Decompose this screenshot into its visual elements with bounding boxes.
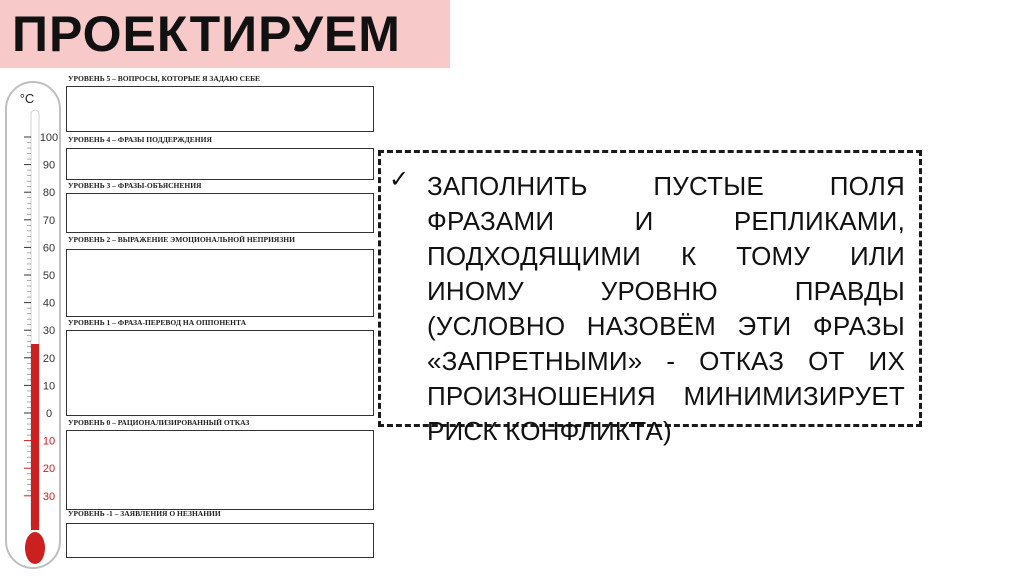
instruction-text: ЗАПОЛНИТЬ ПУСТЫЕ ПОЛЯ ФРАЗАМИ И РЕПЛИКАМИ, ПОДХОДЯЩИМИ К ТОМУ ИЛИ ИНОМУ УРОВНЮ ПРАВДЫ (УСЛОВНО НАЗОВЁМ ЭТИ ФРАЗЫ «ЗАПРЕТНЫМИ» - ОТКАЗ ОТ ИХ ПРОИЗНОШЕНИЯ МИНИМИЗИРУЕТ РИСК КОНФЛИКТА) — [427, 171, 905, 446]
level-answer-field[interactable] — [66, 523, 374, 558]
scale-tick-label: 50 — [42, 270, 56, 282]
checkmark-icon: ✓ — [389, 166, 410, 193]
level-label: УРОВЕНЬ 5 – ВОПРОСЫ, КОТОРЫЕ Я ЗАДАЮ СЕБЕ — [68, 74, 261, 83]
level-label: УРОВЕНЬ 4 – ФРАЗЫ ПОДДЕРЖДЕНИЯ — [68, 135, 212, 144]
level-label: УРОВЕНЬ -1 – ЗАЯВЛЕНИЯ О НЕЗНАНИИ — [68, 509, 221, 518]
mercury-column — [31, 344, 39, 530]
scale-tick-label: 40 — [42, 297, 56, 310]
scale-tick-label: 10 — [42, 380, 56, 393]
scale-tick-label: 10 — [42, 435, 56, 448]
level-label: УРОВЕНЬ 0 – РАЦИОНАЛИЗИРОВАННЫЙ ОТКАЗ — [68, 418, 250, 427]
scale-tick-label: 20 — [42, 463, 56, 476]
level-label: УРОВЕНЬ 2 – ВЫРАЖЕНИЕ ЭМОЦИОНАЛЬНОЙ НЕПРИЯЗНИ — [68, 235, 295, 244]
level-answer-field[interactable] — [66, 193, 374, 233]
scale-tick-label: 90 — [42, 159, 56, 172]
mercury-bulb — [25, 532, 45, 564]
scale-tick-label: 100 — [39, 132, 59, 144]
level-answer-field[interactable] — [66, 330, 374, 416]
level-label: УРОВЕНЬ 1 – ФРАЗА-ПЕРЕВОД НА ОППОНЕНТА — [68, 318, 247, 327]
scale-tick-label: 20 — [42, 352, 56, 365]
title-banner — [0, 0, 450, 68]
scale-tick-label: 30 — [42, 325, 56, 338]
page-title: ПРОЕКТИРУЕМ — [12, 6, 401, 62]
unit-label: °C — [19, 91, 35, 106]
scale-tick-label: 60 — [42, 242, 56, 255]
scale-tick-label: 30 — [42, 490, 56, 503]
level-answer-field[interactable] — [66, 430, 374, 510]
level-answer-field[interactable] — [66, 148, 374, 180]
level-answer-field[interactable] — [66, 86, 374, 132]
thermometer — [0, 78, 70, 570]
scale-tick-label: 0 — [45, 408, 53, 420]
levels-worksheet — [66, 72, 376, 562]
scale-tick-label: 80 — [42, 187, 56, 200]
level-answer-field[interactable] — [66, 249, 374, 317]
instruction-box — [378, 150, 922, 446]
scale-tick-label: 70 — [42, 214, 56, 227]
level-label: УРОВЕНЬ 3 – ФРАЗЫ-ОБЪЯСНЕНИЯ — [68, 181, 202, 190]
